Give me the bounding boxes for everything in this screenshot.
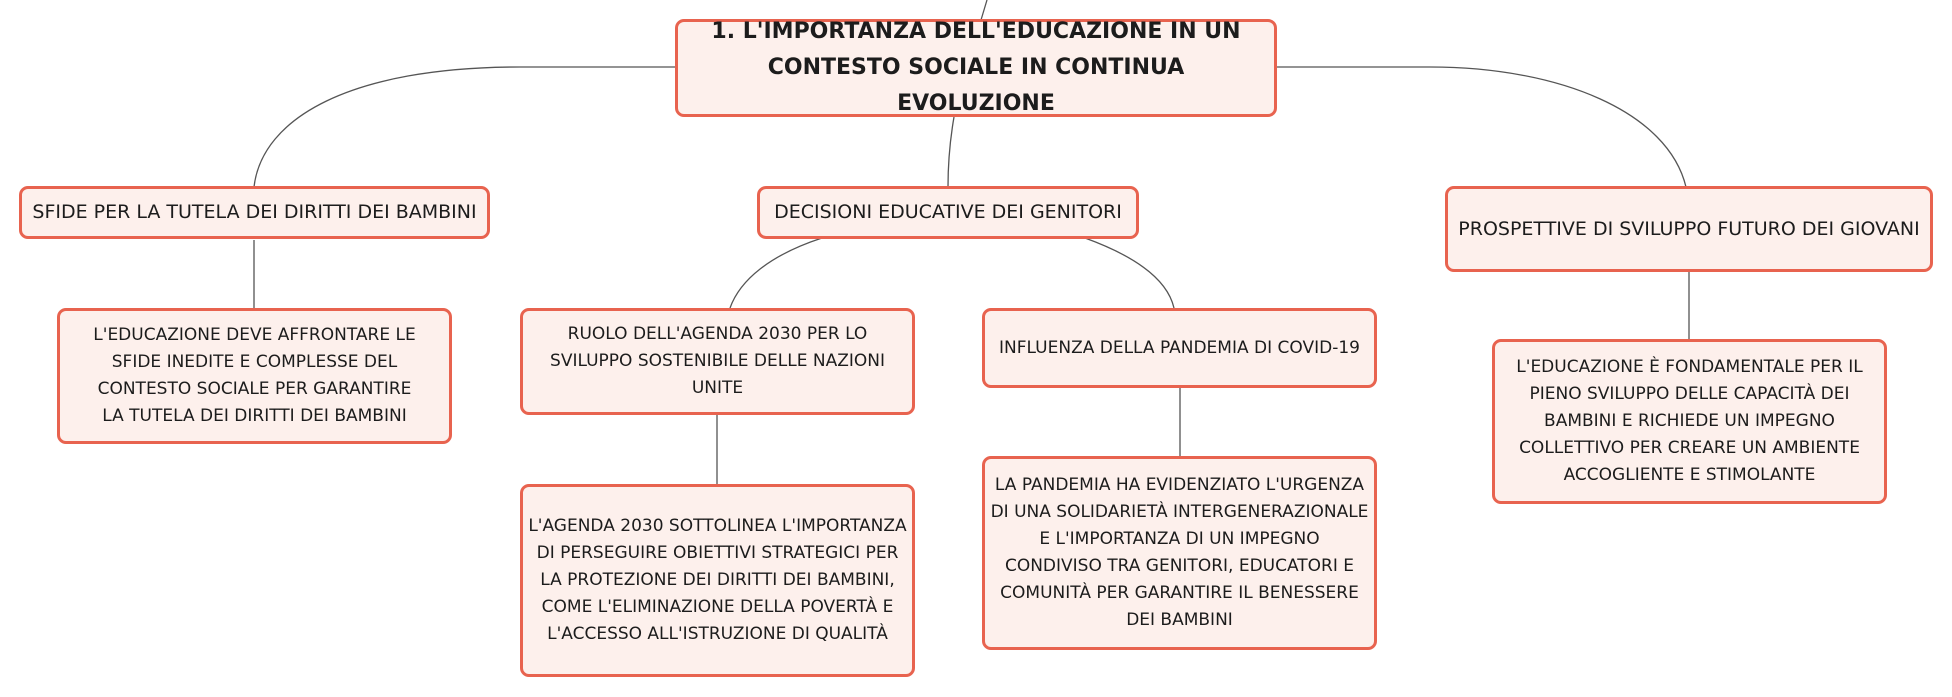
right-child-node[interactable]	[1492, 339, 1887, 504]
branch-node-left[interactable]	[19, 186, 490, 239]
root-node-label: 1. L'IMPORTANZA DELL'EDUCAZIONE IN UN CONTESTO SOCIALE IN CONTINUA EVOLUZIONE	[711, 19, 1241, 116]
left-child-node[interactable]	[57, 308, 452, 444]
connector-center-to-agenda	[730, 238, 822, 308]
root-node[interactable]	[675, 19, 1277, 117]
branch-node-right[interactable]	[1445, 186, 1933, 272]
agenda-child-node[interactable]	[520, 484, 915, 677]
covid-node[interactable]	[982, 308, 1377, 388]
agenda-child-text: L'AGENDA 2030 SOTTOLINEA L'IMPORTANZA DI PERSEGUIRE OBIETTIVI STRATEGICI PER LA PROTEZIONE DEI DIRITTI DEI BAMBINI, COME L'ELIMINAZIONE DELLA POVERTÀ E L'ACCESSO ALL'ISTRUZIONE DI QUALITÀ	[528, 516, 907, 644]
covid-child-text: LA PANDEMIA HA EVIDENZIATO L'URGENZA DI UNA SOLIDARIETÀ INTERGENERAZIONALE E L'IMPORTANZA DI UN IMPEGNO CONDIVISO TRA GENITORI, EDUCATORI E COMUNITÀ PER GARANTIRE IL BENESSERE DEI BAMBINI	[990, 475, 1369, 630]
connector-root-to-center	[948, 117, 954, 187]
branch-center-label: DECISIONI EDUCATIVE DEI GENITORI	[774, 201, 1122, 223]
agenda-node[interactable]	[520, 308, 915, 415]
right-child-text: L'EDUCAZIONE È FONDAMENTALE PER IL PIENO SVILUPPO DELLE CAPACITÀ DEI BAMBINI E RICHIEDE UN IMPEGNO COLLETTIVO PER CREARE UN AMBIENTE ACCOGLIENTE E STIMOLANTE	[1516, 357, 1863, 485]
branch-left-label: SFIDE PER LA TUTELA DEI DIRITTI DEI BAMBINI	[32, 201, 477, 223]
connector-root-to-left	[254, 67, 677, 187]
branch-right-label: PROSPETTIVE DI SVILUPPO FUTURO DEI GIOVANI	[1458, 217, 1920, 240]
branch-node-center[interactable]	[757, 186, 1139, 239]
connector-center-to-covid	[1085, 238, 1174, 308]
connector-root-to-right	[1277, 67, 1686, 187]
left-child-text: L'EDUCAZIONE DEVE AFFRONTARE LE SFIDE INEDITE E COMPLESSE DEL CONTESTO SOCIALE PER GARANTIRE LA TUTELA DEI DIRITTI DEI BAMBINI	[93, 325, 416, 426]
covid-child-node[interactable]	[982, 456, 1377, 650]
agenda-label: RUOLO DELL'AGENDA 2030 PER LO SVILUPPO SOSTENIBILE DELLE NAZIONI UNITE	[550, 324, 885, 398]
covid-label: INFLUENZA DELLA PANDEMIA DI COVID-19	[999, 337, 1360, 358]
